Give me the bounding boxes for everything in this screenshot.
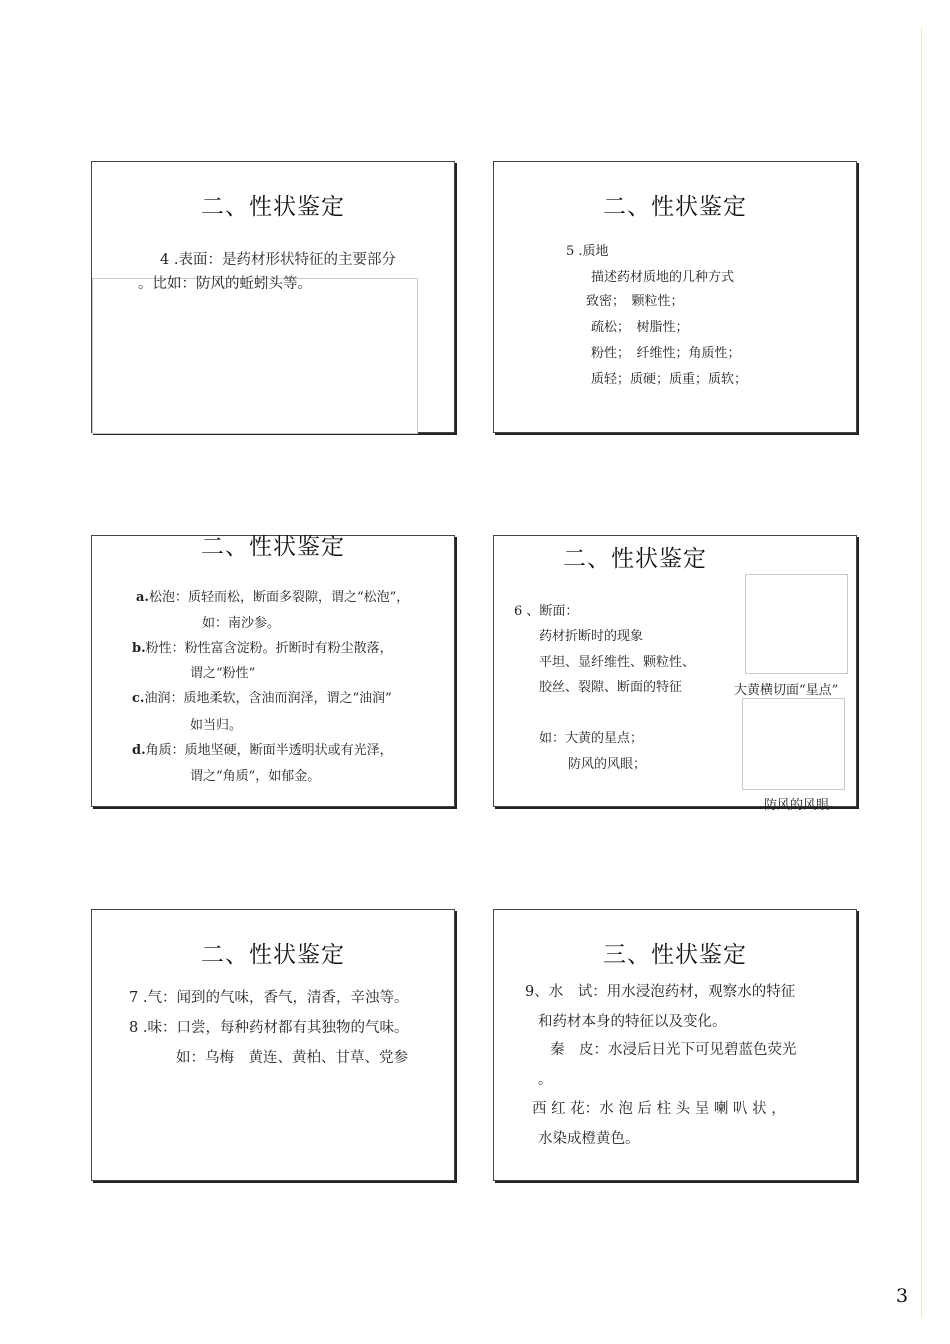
slide-text-line: 8 .味：口尝，每种药材都有其独物的气味。 [129, 1020, 409, 1036]
slide-text-line: 水染成橙黄色。 [538, 1131, 640, 1147]
item-text: 角质：质地坚硬，断面半透明状或有光泽， [145, 743, 393, 758]
slide-title: 三、性状鉴定 [603, 942, 747, 968]
slide-water-test [493, 909, 857, 1181]
page-number: 3 [896, 1285, 909, 1307]
page-edge-line [921, 28, 922, 1318]
item-label: c. [132, 691, 145, 706]
slide-text-line: 如：乌梅 黄连、黄柏、甘草、党参 [176, 1050, 408, 1066]
slide-text-line: 。 [538, 1072, 553, 1088]
slide-text-line: 7 .气：闻到的气味，香气，清香，辛浊等。 [129, 990, 409, 1006]
slide-text-line: 质轻；质硬；质重；质软； [591, 372, 748, 387]
slide-texture [493, 161, 857, 433]
slide-text-line: 5 .质地 [566, 244, 609, 259]
slide-text-line: 描述药材质地的几种方式 [591, 270, 735, 285]
item-label: b. [132, 641, 146, 656]
slide-text-line: 致密； 颗粒性； [586, 294, 684, 309]
slide-text-line: 9、水 试：用水浸泡药材，观察水的特征 [525, 984, 796, 1000]
slide-odor-taste [91, 909, 455, 1181]
item-continuation: 如当归。 [190, 718, 243, 733]
item-text: 松泡：质轻而松，断面多裂隙，谓之“松泡”， [148, 590, 410, 605]
slide-text-line: 疏松； 树脂性； [591, 320, 689, 335]
slide-title: 二、性状鉴定 [201, 534, 345, 560]
item-label: a. [136, 590, 149, 605]
item-continuation: 谓之“粉性” [190, 666, 256, 681]
list-item [132, 637, 393, 656]
slide-texture-types [91, 535, 455, 807]
list-item [136, 586, 409, 605]
fangfeng-image-placeholder [742, 698, 845, 790]
item-text: 油润：质地柔软，含油而润泽，谓之“油润” [144, 691, 392, 706]
slide-text-line: 防风的风眼； [568, 757, 647, 772]
item-text: 粉性：粉性富含淀粉。折断时有粉尘散落， [145, 641, 393, 656]
slide-title: 二、性状鉴定 [563, 546, 707, 572]
slide-text-line: 粉性； 纤维性；角质性； [591, 346, 741, 361]
slide-surface [91, 161, 455, 433]
list-item [132, 739, 393, 758]
slide-text-line: 西 红 花：水 泡 后 柱 头 呈 喇 叭 状 ， [532, 1101, 786, 1117]
item-continuation: 如：南沙参。 [202, 616, 281, 631]
image-caption: 防风的风眼 [764, 798, 830, 813]
image-placeholder [92, 278, 418, 434]
rhubarb-image-placeholder [745, 574, 848, 674]
slide-text-line: 如：大黄的星点； [539, 731, 644, 746]
item-continuation: 谓之“角质”，如郁金。 [190, 769, 321, 784]
slide-text-line: 和药材本身的特征以及变化。 [538, 1014, 727, 1030]
slide-title: 二、性状鉴定 [201, 194, 345, 220]
slide-fracture [493, 535, 857, 813]
slide-text-line: 4 .表面：是药材形状特征的主要部分 [160, 252, 396, 268]
slide-text-line: 药材折断时的现象 [539, 629, 644, 644]
slide-text-line: 秦 皮：水浸后日光下可见碧蓝色荧光 [550, 1042, 797, 1058]
slide-text-line: 胶丝、裂隙、断面的特征 [539, 680, 683, 695]
image-caption: 大黄横切面“星点” [734, 683, 839, 698]
slide-title: 二、性状鉴定 [201, 942, 345, 968]
slide-text-line: 6 、断面： [514, 604, 579, 619]
item-label: d. [132, 743, 146, 758]
slide-text-line: 平坦、显纤维性、颗粒性、 [539, 655, 696, 670]
slide-text-line: 。比如：防风的蚯蚓头等。 [138, 276, 312, 292]
slide-title: 二、性状鉴定 [603, 194, 747, 220]
list-item [132, 687, 392, 706]
